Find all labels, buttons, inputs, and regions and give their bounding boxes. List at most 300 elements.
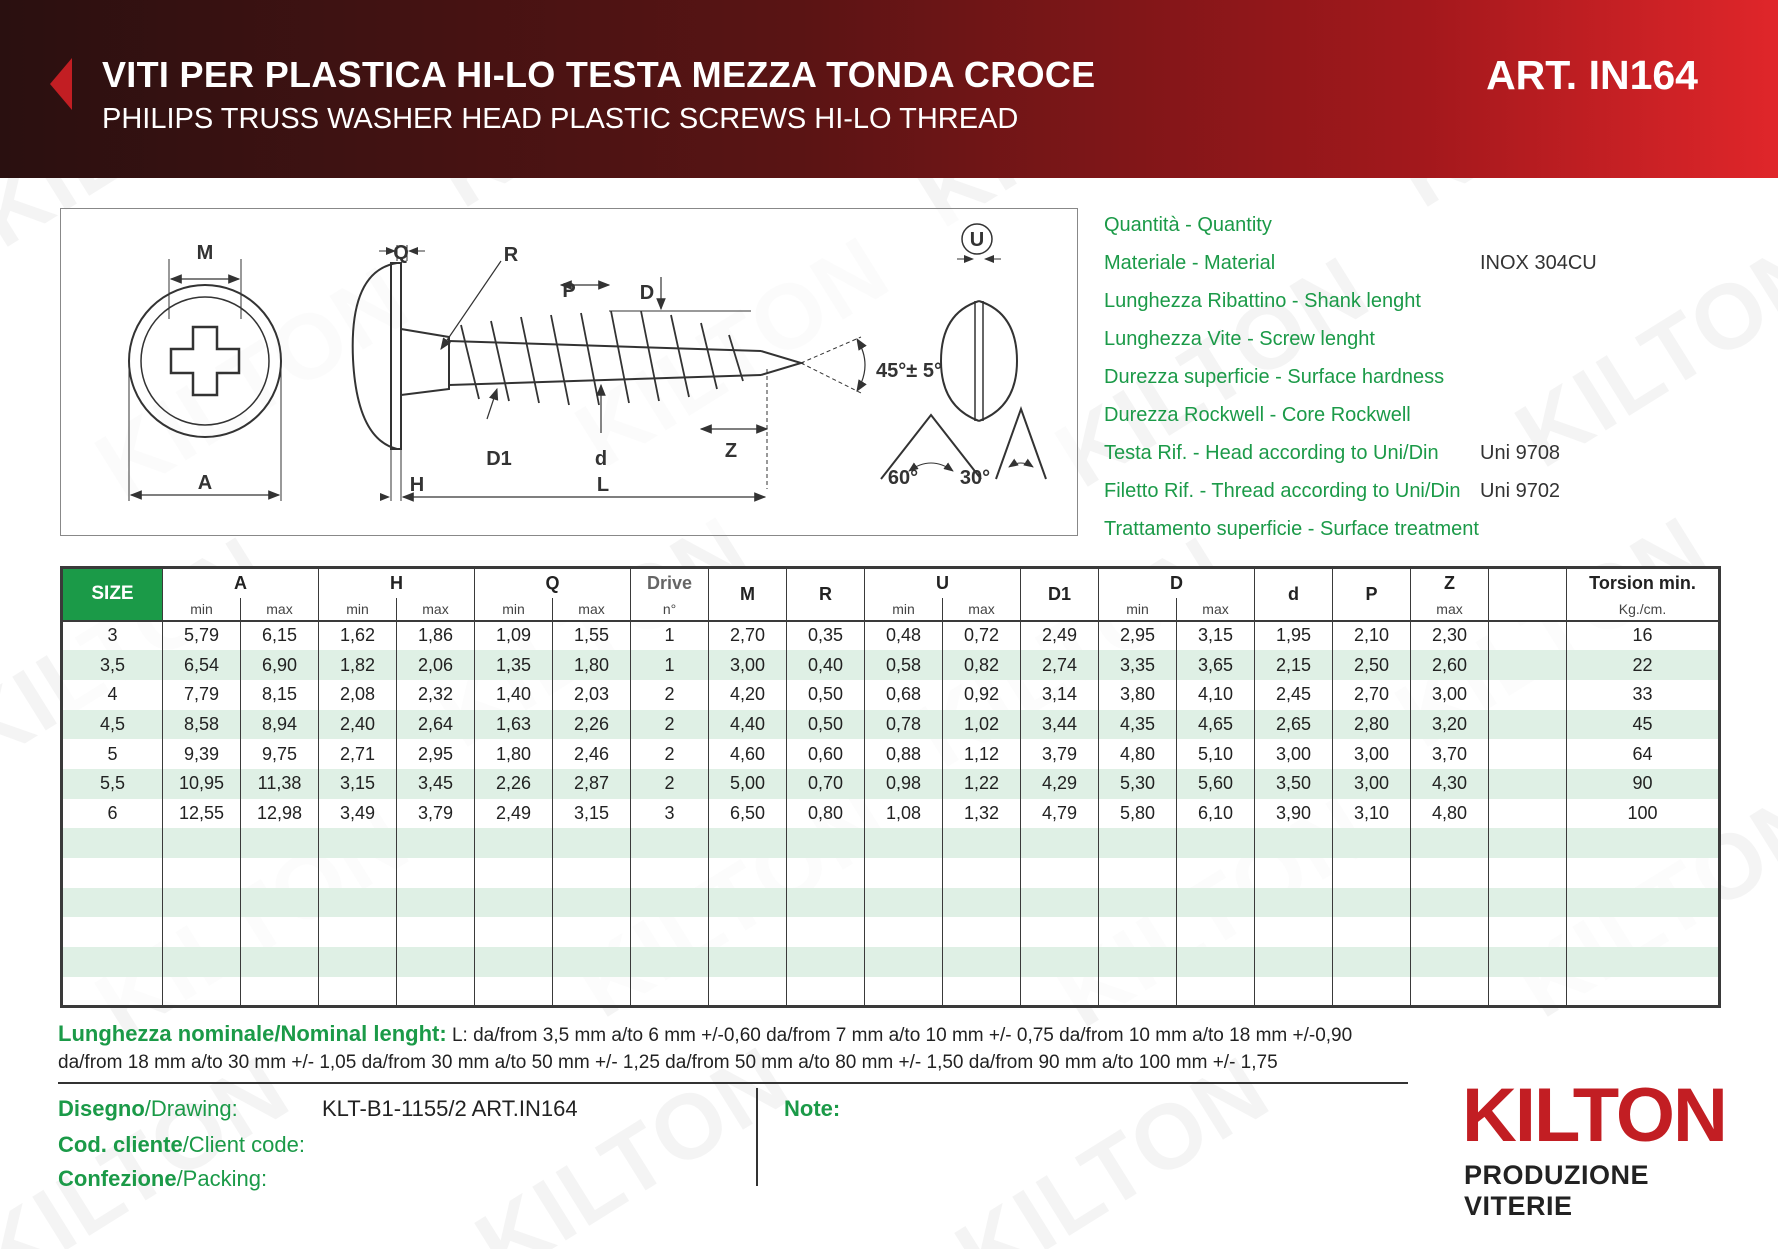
spec-value: INOX 304CU: [1480, 252, 1597, 274]
table-cell: 1,35: [475, 650, 553, 680]
table-cell: [787, 858, 865, 888]
sub-header-min: min: [163, 598, 241, 621]
table-cell: [1333, 858, 1411, 888]
logo-brand: KILTON: [1462, 1073, 1726, 1158]
spec-row: [1104, 248, 1764, 286]
table-cell: [1489, 799, 1567, 829]
packing-label-it: Confezione: [58, 1166, 177, 1191]
table-cell: [787, 828, 865, 858]
table-cell: 3,49: [319, 799, 397, 829]
table-cell: 12,98: [241, 799, 319, 829]
table-cell: [1099, 977, 1177, 1007]
table-cell: [1255, 888, 1333, 918]
table-cell: 3,00: [709, 650, 787, 680]
table-cell: 2,70: [709, 621, 787, 651]
size-cell: 3,5: [62, 650, 163, 680]
label-D: D: [639, 282, 655, 304]
table-cell: 0,82: [943, 650, 1021, 680]
drawing-label-en: /Drawing:: [144, 1096, 238, 1121]
label-R: R: [503, 244, 519, 266]
logo-tagline: PRODUZIONE VITERIE: [1464, 1160, 1650, 1221]
table-cell: [709, 917, 787, 947]
table-cell: 3,00: [1333, 769, 1411, 799]
spec-row: [1104, 286, 1764, 324]
sub-header-max: max: [241, 598, 319, 621]
table-cell: 5,00: [709, 769, 787, 799]
table-cell: 3,15: [319, 769, 397, 799]
table-cell: [1489, 739, 1567, 769]
table-cell: 2,49: [1021, 621, 1099, 651]
table-cell: [397, 828, 475, 858]
table-cell: 0,92: [943, 680, 1021, 710]
table-cell: 4,29: [1021, 769, 1099, 799]
spec-value: Uni 9702: [1480, 480, 1561, 502]
label-P: P: [562, 280, 576, 302]
table-cell: [1333, 917, 1411, 947]
table-cell: [1255, 977, 1333, 1007]
table-cell: [163, 828, 241, 858]
client-label-it: Cod. cliente: [58, 1132, 183, 1157]
table-cell: 3,65: [1177, 650, 1255, 680]
label-Q: Q: [393, 242, 409, 264]
label-D1: D1: [486, 448, 512, 470]
col-header-size: SIZE: [62, 568, 163, 621]
table-cell: [787, 888, 865, 918]
table-cell: [631, 917, 709, 947]
table-cell: [1489, 650, 1567, 680]
table-cell: [163, 858, 241, 888]
table-cell: [163, 947, 241, 977]
table-cell: [631, 977, 709, 1007]
table-cell: [319, 977, 397, 1007]
table-cell: [475, 977, 553, 1007]
table-cell: [1489, 917, 1567, 947]
table-cell: [319, 947, 397, 977]
table-cell: 0,40: [787, 650, 865, 680]
sub-header-min: min: [475, 598, 553, 621]
table-cell: 1,82: [319, 650, 397, 680]
table-cell: [1489, 828, 1567, 858]
table-cell: [1411, 888, 1489, 918]
table-row-empty: [62, 828, 1720, 858]
table-cell: [943, 888, 1021, 918]
spec-label: Durezza superficie - Surface hardness: [1104, 366, 1445, 388]
table-cell: 12,55: [163, 799, 241, 829]
table-cell: [1567, 917, 1720, 947]
table-cell: [1567, 888, 1720, 918]
table-cell: 0,60: [787, 739, 865, 769]
table-cell: 8,15: [241, 680, 319, 710]
col-header-Z: Z: [1411, 568, 1489, 598]
table-cell: 2,95: [397, 739, 475, 769]
table-cell: 2: [631, 710, 709, 740]
label-A: A: [197, 472, 213, 494]
label-H: H: [409, 474, 425, 496]
dimensions-table: [60, 566, 1721, 1008]
sub-header-min: min: [865, 598, 943, 621]
screw-drawing-svg: [61, 209, 1077, 535]
table-cell: [553, 977, 631, 1007]
table-cell: [1177, 977, 1255, 1007]
table-cell: 0,80: [787, 799, 865, 829]
table-cell: 0,72: [943, 621, 1021, 651]
sub-header-torsion-unit: Kg./cm.: [1567, 598, 1720, 621]
label-d: d: [594, 448, 608, 470]
col-header-d: d: [1255, 568, 1333, 621]
table-cell: 2,87: [553, 769, 631, 799]
table-cell: [709, 888, 787, 918]
table-cell: [1099, 828, 1177, 858]
table-row: [62, 621, 1720, 651]
table-cell: 8,58: [163, 710, 241, 740]
table-cell: 2,64: [397, 710, 475, 740]
spec-row: [1104, 476, 1764, 514]
table-cell: 10,95: [163, 769, 241, 799]
table-cell: [241, 858, 319, 888]
col-header-torsion: Torsion min.: [1567, 568, 1720, 598]
table-cell: 4,30: [1411, 769, 1489, 799]
table-cell: [1411, 858, 1489, 888]
table-cell: 1,12: [943, 739, 1021, 769]
nominal-length: [58, 1020, 1458, 1076]
table-row: [62, 739, 1720, 769]
table-cell: [1411, 947, 1489, 977]
table-cell: 9,75: [241, 739, 319, 769]
table-cell: [1489, 858, 1567, 888]
sub-header-max: max: [943, 598, 1021, 621]
spec-row: [1104, 362, 1764, 400]
packing-label-en: /Packing:: [176, 1166, 268, 1191]
table-cell: 6,50: [709, 799, 787, 829]
table-cell: 4,10: [1177, 680, 1255, 710]
table-row: [62, 680, 1720, 710]
table-cell: [1099, 888, 1177, 918]
table-cell: 2,32: [397, 680, 475, 710]
table-cell: 3,70: [1411, 739, 1489, 769]
table-cell: 4,40: [709, 710, 787, 740]
table-cell: 2,95: [1099, 621, 1177, 651]
table-cell: [1099, 917, 1177, 947]
table-cell: [241, 947, 319, 977]
table-cell: 90: [1567, 769, 1720, 799]
table-cell: 3,00: [1255, 739, 1333, 769]
size-cell: 5,5: [62, 769, 163, 799]
table-cell: [475, 828, 553, 858]
table-cell: 2: [631, 680, 709, 710]
table-cell: [787, 947, 865, 977]
page-title: VITI PER PLASTICA HI-LO TESTA MEZZA TONDA CROCE: [102, 54, 1096, 95]
table-cell: [1021, 888, 1099, 918]
size-cell: 5: [62, 739, 163, 769]
table-cell: [943, 977, 1021, 1007]
table-cell: [709, 858, 787, 888]
table-cell: [553, 917, 631, 947]
table-cell: 2,80: [1333, 710, 1411, 740]
table-row-empty: [62, 888, 1720, 918]
spec-label: Trattamento superficie - Surface treatment: [1104, 518, 1479, 540]
col-header-R: R: [787, 568, 865, 621]
table-cell: 2,26: [475, 769, 553, 799]
table-cell: [475, 858, 553, 888]
nominal-line-1: L: da/from 3,5 mm a/to 6 mm +/-0,60 da/from 7 mm a/to 10 mm +/- 0,75 da/from 10 mm a/to 18 mm +/-0,90: [451, 1025, 1353, 1046]
table-cell: 1,95: [1255, 621, 1333, 651]
specs-list: [1104, 210, 1764, 552]
spec-value: Uni 9708: [1480, 442, 1561, 464]
spec-label: Materiale - Material: [1104, 252, 1276, 274]
table-cell: 2,60: [1411, 650, 1489, 680]
client-code-label: [58, 1132, 305, 1158]
table-cell: 1,40: [475, 680, 553, 710]
table-cell: [631, 858, 709, 888]
table-cell: 2,40: [319, 710, 397, 740]
table-cell: 45: [1567, 710, 1720, 740]
table-cell: [1489, 710, 1567, 740]
table-cell: 3,00: [1411, 680, 1489, 710]
table-cell: 4,20: [709, 680, 787, 710]
table-cell: [319, 828, 397, 858]
table-cell: 4,35: [1099, 710, 1177, 740]
table-row-empty: [62, 917, 1720, 947]
table-cell: 16: [1567, 621, 1720, 651]
chevron-left-icon: [50, 58, 72, 110]
table-cell: [397, 888, 475, 918]
table-cell: 2,65: [1255, 710, 1333, 740]
table-cell: 0,70: [787, 769, 865, 799]
table-cell: [1021, 947, 1099, 977]
table-cell: 2,46: [553, 739, 631, 769]
sub-header-max: max: [553, 598, 631, 621]
table-cell: [1177, 858, 1255, 888]
table-cell: [865, 858, 943, 888]
table-cell: [475, 888, 553, 918]
table-cell: 2,50: [1333, 650, 1411, 680]
table-body: [62, 621, 1720, 1007]
nominal-line-2: da/from 18 mm a/to 30 mm +/- 1,05 da/from 30 mm a/to 50 mm +/- 1,25 da/from 50 mm a/to 80 mm +/- 1,50 da/from 90 mm a/to 100 mm +/- 1,75: [58, 1052, 1278, 1073]
table-cell: 1,80: [553, 650, 631, 680]
table-cell: [1177, 947, 1255, 977]
table-cell: 3,44: [1021, 710, 1099, 740]
col-header-H: H: [319, 568, 475, 598]
table-cell: 5,30: [1099, 769, 1177, 799]
sub-header-max: max: [397, 598, 475, 621]
table-cell: [631, 947, 709, 977]
table-cell: 3,00: [1333, 739, 1411, 769]
table-cell: [1333, 828, 1411, 858]
table-cell: 64: [1567, 739, 1720, 769]
table-cell: 2,49: [475, 799, 553, 829]
table-cell: 3,45: [397, 769, 475, 799]
table-cell: [397, 977, 475, 1007]
label-U: U: [969, 229, 985, 251]
table-cell: 33: [1567, 680, 1720, 710]
table-cell: 2,06: [397, 650, 475, 680]
spec-label: Lunghezza Vite - Screw lenght: [1104, 328, 1375, 350]
kilton-logo: [1462, 1072, 1726, 1221]
table-cell: [865, 828, 943, 858]
table-cell: [1411, 977, 1489, 1007]
table-cell: 4,60: [709, 739, 787, 769]
col-header-Q: Q: [475, 568, 631, 598]
table-cell: 3: [631, 799, 709, 829]
table-cell: [1021, 977, 1099, 1007]
table-cell: 4,80: [1099, 739, 1177, 769]
table-cell: [709, 977, 787, 1007]
table-cell: 0,58: [865, 650, 943, 680]
label-angle-30: 30°: [959, 467, 991, 489]
table-cell: [1567, 828, 1720, 858]
table-cell: [1255, 947, 1333, 977]
note-label-text: Note:: [784, 1096, 841, 1121]
table-cell: [475, 947, 553, 977]
table-cell: [1021, 917, 1099, 947]
spec-label: Quantità - Quantity: [1104, 214, 1272, 236]
table-cell: 0,88: [865, 739, 943, 769]
table-cell: [1489, 680, 1567, 710]
table-cell: [709, 828, 787, 858]
size-cell: 4,5: [62, 710, 163, 740]
spec-row: [1104, 400, 1764, 438]
table-cell: [62, 917, 163, 947]
col-header-A: A: [163, 568, 319, 598]
table-cell: 1,80: [475, 739, 553, 769]
table-cell: [1255, 858, 1333, 888]
table-row: [62, 799, 1720, 829]
table-cell: [1255, 828, 1333, 858]
table-cell: 2,26: [553, 710, 631, 740]
table-cell: [62, 947, 163, 977]
table-cell: [943, 828, 1021, 858]
table-row-empty: [62, 858, 1720, 888]
table-cell: 0,50: [787, 680, 865, 710]
spec-label: Filetto Rif. - Thread according to Uni/Din: [1104, 480, 1461, 502]
table-cell: 6,15: [241, 621, 319, 651]
col-header-D1: D1: [1021, 568, 1099, 621]
table-cell: 0,50: [787, 710, 865, 740]
table-cell: 4,80: [1411, 799, 1489, 829]
col-header-blank: [1489, 568, 1567, 621]
col-header-P: P: [1333, 568, 1411, 621]
table-cell: [241, 977, 319, 1007]
table-row: [62, 710, 1720, 740]
table-cell: 3,90: [1255, 799, 1333, 829]
table-cell: [163, 888, 241, 918]
col-header-U: U: [865, 568, 1021, 598]
drawing-label-it: Disegno: [58, 1096, 145, 1121]
packing-label: [58, 1166, 267, 1192]
col-header-D: D: [1099, 568, 1255, 598]
table-cell: [1099, 947, 1177, 977]
size-cell: 4: [62, 680, 163, 710]
table-cell: 3,79: [1021, 739, 1099, 769]
spec-row: [1104, 514, 1764, 552]
spec-row: [1104, 324, 1764, 362]
table-cell: 3,15: [553, 799, 631, 829]
spec-label: Testa Rif. - Head according to Uni/Din: [1104, 442, 1439, 464]
table-cell: 4,65: [1177, 710, 1255, 740]
table-cell: 2,70: [1333, 680, 1411, 710]
sub-header-drive-n: n°: [631, 598, 709, 621]
table-cell: [397, 858, 475, 888]
table-cell: [553, 858, 631, 888]
table-row-empty: [62, 977, 1720, 1007]
table-cell: 1: [631, 621, 709, 651]
table-cell: [865, 917, 943, 947]
table-cell: [1333, 977, 1411, 1007]
sub-header-min: min: [319, 598, 397, 621]
table-cell: [1489, 947, 1567, 977]
table-cell: [319, 858, 397, 888]
table-cell: [163, 917, 241, 947]
table-cell: [163, 977, 241, 1007]
table-cell: 5,80: [1099, 799, 1177, 829]
table-cell: 8,94: [241, 710, 319, 740]
table-cell: [943, 947, 1021, 977]
table-cell: [1021, 828, 1099, 858]
header-banner: [0, 0, 1778, 178]
table-cell: 5,10: [1177, 739, 1255, 769]
table-cell: [241, 917, 319, 947]
label-L: L: [596, 474, 610, 496]
table-cell: [1567, 977, 1720, 1007]
table-cell: 3,14: [1021, 680, 1099, 710]
table-cell: [787, 917, 865, 947]
table-cell: 0,35: [787, 621, 865, 651]
table-cell: 2,03: [553, 680, 631, 710]
label-M: M: [196, 242, 214, 264]
table-cell: [1411, 828, 1489, 858]
table-cell: 0,68: [865, 680, 943, 710]
table-cell: 1,55: [553, 621, 631, 651]
table-cell: 1,32: [943, 799, 1021, 829]
table-cell: 0,48: [865, 621, 943, 651]
table-row-empty: [62, 947, 1720, 977]
table-cell: [1333, 947, 1411, 977]
spec-label: Lunghezza Ribattino - Shank lenght: [1104, 290, 1421, 312]
table-cell: 4,79: [1021, 799, 1099, 829]
table-cell: 1: [631, 650, 709, 680]
label-tip-angle: 45°± 5°: [876, 360, 942, 382]
table-cell: [1489, 888, 1567, 918]
spec-label: Durezza Rockwell - Core Rockwell: [1104, 404, 1411, 426]
table-cell: [1567, 947, 1720, 977]
table-cell: 6,54: [163, 650, 241, 680]
table-cell: [553, 828, 631, 858]
table-cell: [319, 888, 397, 918]
footer-vertical-divider: [756, 1088, 758, 1186]
table-cell: 3,15: [1177, 621, 1255, 651]
note-label: [784, 1096, 840, 1122]
table-cell: [1177, 917, 1255, 947]
table-cell: 1,02: [943, 710, 1021, 740]
table-cell: [62, 858, 163, 888]
spec-row: [1104, 210, 1764, 248]
table-cell: 6,90: [241, 650, 319, 680]
table-cell: [1255, 917, 1333, 947]
table-cell: [397, 947, 475, 977]
table-cell: 3,50: [1255, 769, 1333, 799]
size-cell: 6: [62, 799, 163, 829]
table-cell: [1489, 769, 1567, 799]
table-cell: 2,10: [1333, 621, 1411, 651]
drawing-value: KLT-B1-1155/2 ART.IN164: [322, 1096, 578, 1121]
table-cell: 3,10: [1333, 799, 1411, 829]
sub-header-max: max: [1177, 598, 1255, 621]
table-cell: 1,08: [865, 799, 943, 829]
table-cell: 0,98: [865, 769, 943, 799]
table-cell: 7,79: [163, 680, 241, 710]
sub-header-max: max: [1411, 598, 1489, 621]
col-header-drive: Drive: [631, 568, 709, 598]
